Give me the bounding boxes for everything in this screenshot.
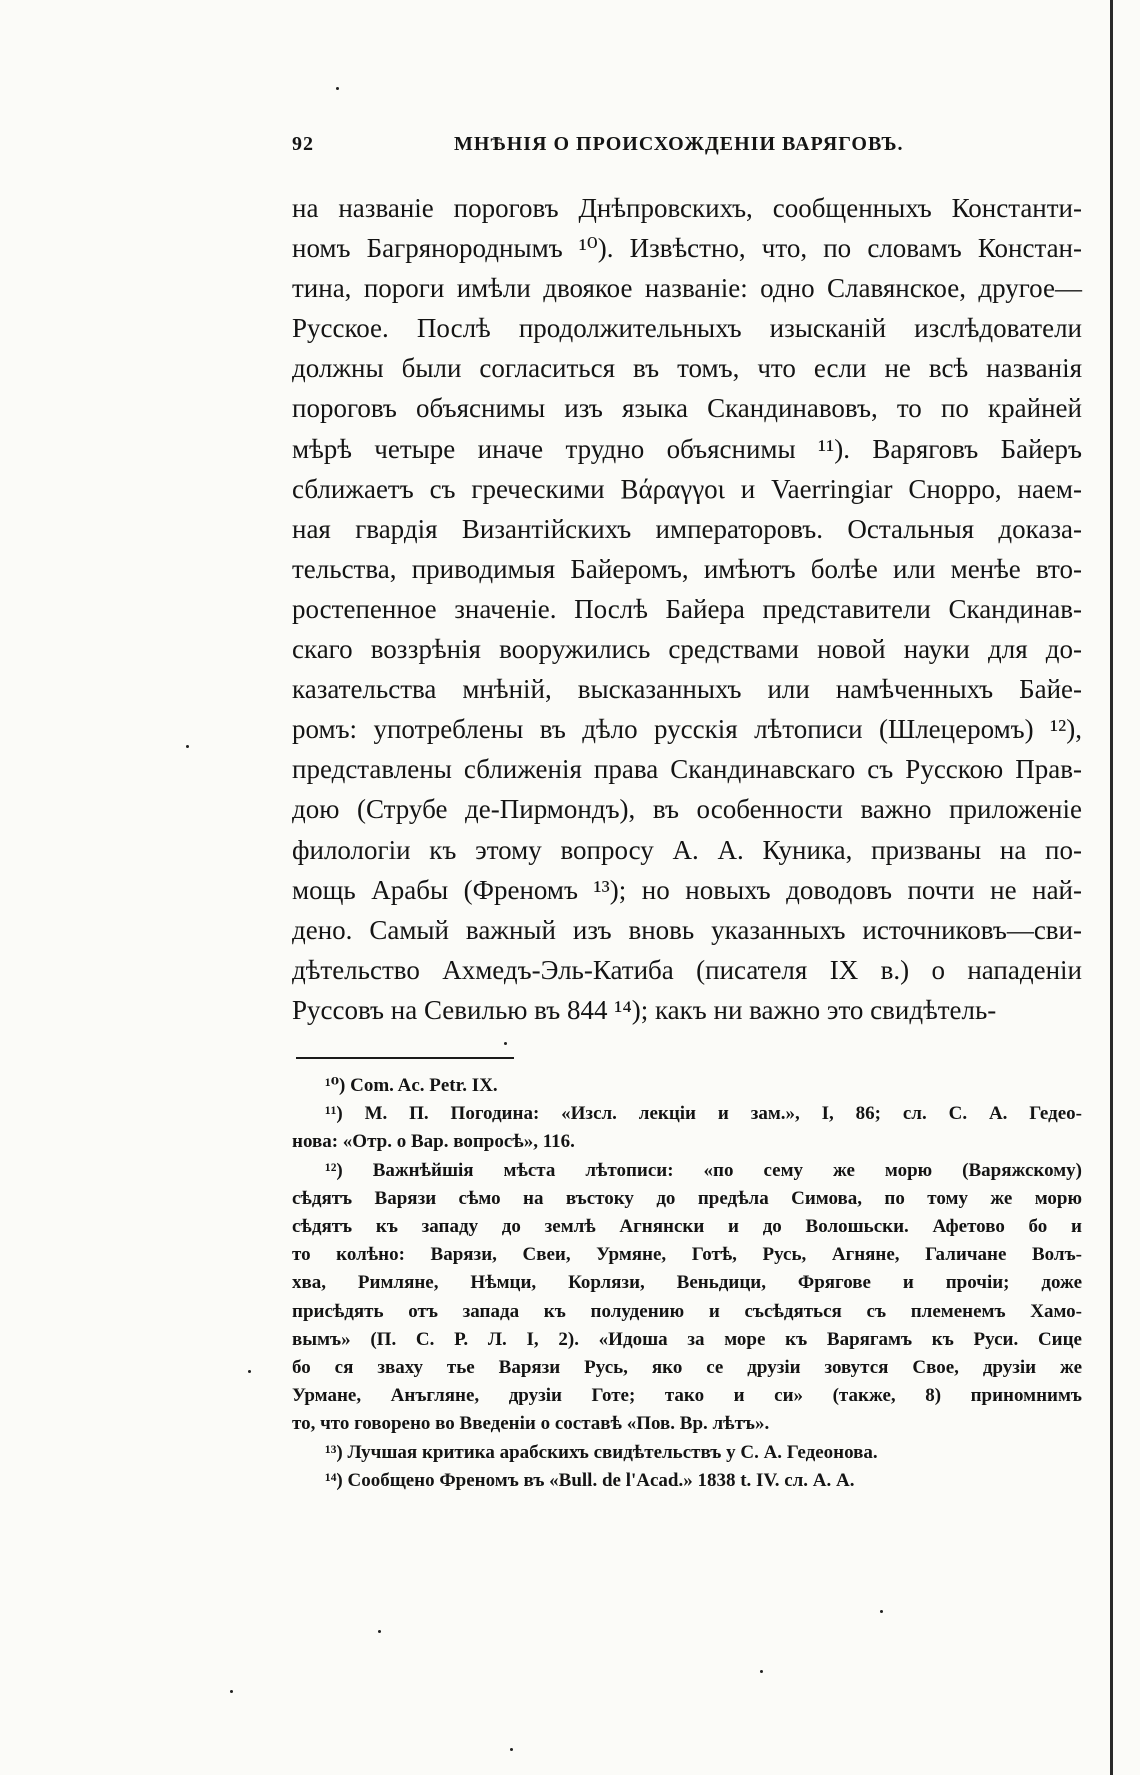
text-line: тина, пороги имѣли двоякое названіе: одно Славянское, другое— — [292, 273, 1082, 304]
footnote-12-line: сѣдятъ къ западу до землѣ Агнянски и до Волошьски. Афетово бо и — [292, 1216, 1082, 1238]
text-line: тельства, приводимыя Байеромъ, имѣютъ болѣе или менѣе вто- — [292, 553, 1082, 584]
footnote-12-line: бо ся зваху тье Варязи Русь, яко се друзіи зовутся Свое, друзіи же — [292, 1357, 1082, 1379]
text-line: филологіи къ этому вопросу А. А. Куника, призваны на по- — [292, 834, 1082, 865]
footnote-12: ¹²) Важнѣйшія мѣста лѣтописи: «по сему же морю (Варяжскому) — [325, 1159, 1082, 1181]
footnotes — [292, 1072, 1082, 1495]
main-text — [292, 188, 1082, 1030]
scan-speck — [248, 1370, 251, 1373]
footnote-separator — [296, 1057, 514, 1059]
text-line: дѣтельство Ахмедъ-Эль-Катиба (писателя IX в.) о нападеніи — [292, 954, 1082, 985]
scan-speck — [230, 1690, 233, 1693]
text-line: казательства мнѣній, высказанныхъ или намѣченныхъ Байе- — [292, 674, 1082, 705]
text-line: ная гвардія Византійскихъ императоровъ. Остальныя доказа- — [292, 513, 1082, 544]
footnote-11-continued: нова: «Отр. о Вар. вопросѣ», 116. — [292, 1131, 575, 1153]
text-line: должны были согласиться въ томъ, что если не всѣ названія — [292, 353, 1082, 384]
scan-speck — [504, 1042, 507, 1045]
footnote-13: ¹³) Лучшая критика арабскихъ свидѣтельствъ у С. А. Гедеонова. — [325, 1441, 878, 1463]
text-line: Руссовъ на Севилью въ 844 ¹⁴); какъ ни важно это свидѣтель- — [292, 994, 997, 1025]
page-edge-rule — [1110, 0, 1113, 1775]
page-number: 92 — [292, 133, 314, 155]
text-line: на названіе пороговъ Днѣпровскихъ, сообщенныхъ Константи- — [292, 193, 1082, 223]
footnote-12-line: то колѣно: Варязи, Свеи, Урмяне, Готѣ, Русь, Агняне, Галичане Волъ- — [292, 1244, 1082, 1266]
scan-speck — [880, 1610, 883, 1613]
footnote-12-line: то, что говорено во Введеніи о составѣ «Пов. Вр. лѣтъ». — [292, 1413, 770, 1435]
text-line: представлены сближенія права Скандинавскаго съ Русскою Прав- — [292, 754, 1082, 785]
scan-speck — [510, 1748, 513, 1751]
text-line: Русское. Послѣ продолжительныхъ изысканій изслѣдователи — [292, 313, 1082, 344]
footnote-12-line: Урмане, Анъгляне, друзіи Готе; тако и си» (также, 8) приномнимъ — [292, 1385, 1082, 1407]
scan-speck — [378, 1630, 381, 1633]
running-title: МНѢНІЯ О ПРОИСХОЖДЕНІИ ВАРЯГОВЪ. — [454, 133, 904, 155]
footnote-12-line: вымъ» (П. С. Р. Л. I, 2). «Идоша за море къ Варягамъ къ Руси. Сице — [292, 1328, 1082, 1350]
text-line: скаго воззрѣнія вооружились средствами новой науки для до- — [292, 634, 1082, 665]
footnote-10: ¹⁰) Com. Ac. Petr. IX. — [325, 1075, 498, 1096]
footnote-12-line: хва, Римляне, Нѣмци, Корлязи, Веньдици, Фрягове и прочіи; доже — [292, 1272, 1082, 1294]
text-line: пороговъ объяснимы изъ языка Скандинавовъ, то по крайней — [292, 393, 1082, 424]
text-line: сближаетъ съ греческими Βάραγγοι и Vaerringiar Снорро, наем- — [292, 473, 1082, 504]
scan-speck — [760, 1670, 763, 1673]
footnote-14: ¹⁴) Сообщено Френомъ въ «Bull. de l'Acad.» 1838 t. IV. сл. А. А. — [325, 1469, 855, 1491]
text-line: ромъ: употреблены въ дѣло русскія лѣтописи (Шлецеромъ) ¹²), — [292, 714, 1082, 745]
scan-speck — [186, 745, 189, 748]
scan-speck — [336, 87, 339, 90]
footnote-11: ¹¹) М. П. Погодина: «Изсл. лекціи и зам.», I, 86; сл. С. А. Гедео- — [325, 1103, 1082, 1125]
text-line: номъ Багрянороднымъ ¹⁰). Извѣстно, что, по словамъ Констан- — [292, 233, 1082, 264]
footnote-12-line: сѣдятъ Варязи сѣмо на въстоку до предѣла Симова, по тому же морю — [292, 1187, 1082, 1209]
text-line: мѣрѣ четыре иначе трудно объяснимы ¹¹). Варяговъ Байеръ — [292, 433, 1082, 464]
text-line: ростепенное значеніе. Послѣ Байера представители Скандинав- — [292, 593, 1082, 624]
text-line: дено. Самый важный изъ вновь указанныхъ источниковъ—сви- — [292, 914, 1082, 945]
text-line: мощь Арабы (Френомъ ¹³); но новыхъ доводовъ почти не най- — [292, 874, 1082, 905]
footnote-12-line: присѣдять отъ запада къ полудению и съсѣдяться съ племенемъ Хамо- — [292, 1300, 1082, 1322]
text-line: дою (Струбе де-Пирмондъ), въ особенности важно приложеніе — [292, 794, 1082, 825]
